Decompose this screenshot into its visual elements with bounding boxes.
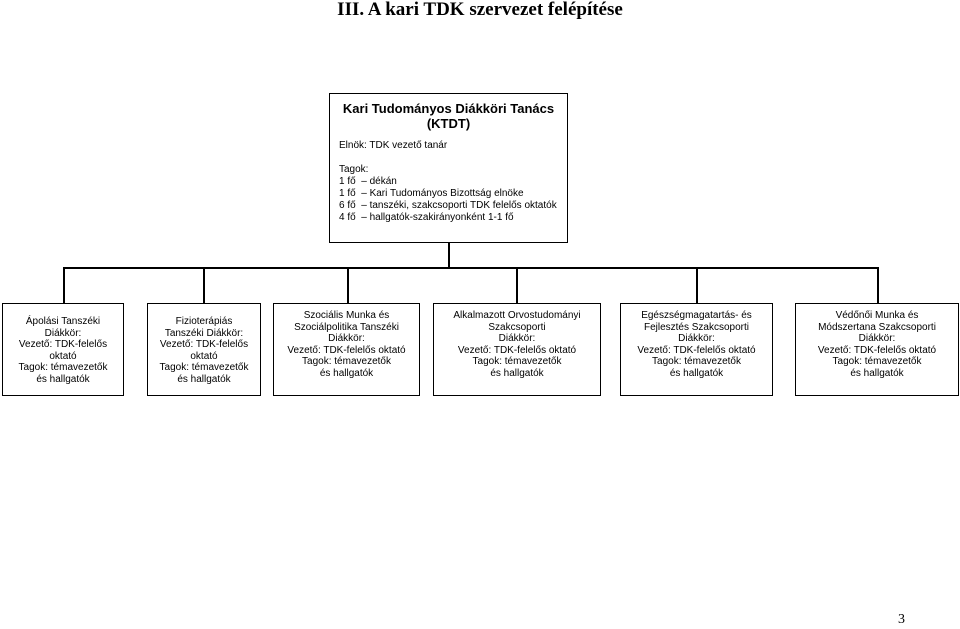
circle-line: Módszertana Szakcsoporti (818, 321, 936, 333)
council-member: 6 fő – tanszéki, szakcsoporti TDK felelős oktatók (339, 200, 557, 211)
circle-line: és hallgatók (36, 373, 90, 385)
circle-box (273, 303, 420, 396)
connector-drop (516, 267, 518, 303)
connector-drop (203, 267, 205, 303)
council-chair: Elnök: TDK vezető tanár (339, 140, 448, 151)
circle-box (433, 303, 601, 396)
circle-line: Diákkör: (678, 333, 715, 344)
circle-box (620, 303, 773, 396)
circle-line: Tagok: témavezetők (302, 356, 391, 367)
circle-line: és hallgatók (669, 367, 724, 379)
circle-line: oktató (49, 350, 77, 362)
connector-drop (63, 267, 65, 303)
circle-box (147, 303, 261, 396)
circle-line: Vezető: TDK-felelős oktató (287, 344, 406, 356)
connector-horizontal (63, 267, 878, 269)
circle-line: Fejlesztés Szakcsoporti (643, 321, 750, 333)
circle-line: Tagok: témavezetők (159, 362, 249, 373)
council-title: Kari Tudományos Diákköri Tanács (342, 101, 555, 116)
connector-drop (877, 267, 879, 303)
circle-box (2, 303, 124, 396)
circle-line: Ápolási Tanszéki (25, 316, 101, 327)
circle-line: Alkalmazott Orvostudományi (453, 310, 581, 321)
circle-line: Védőnői Munka és (835, 310, 919, 321)
council-box (329, 93, 568, 243)
circle-line: és hallgatók (850, 367, 904, 379)
circle-line: Tagok: témavezetők (472, 356, 562, 367)
circle-line: Diákkör: (328, 333, 365, 344)
circle-line: Vezető: TDK-felelős (18, 339, 108, 350)
circle-line: Fizioterápiás (175, 316, 233, 327)
circle-line: és hallgatók (177, 373, 231, 385)
circle-line: oktató (190, 350, 218, 362)
circle-line: Vezető: TDK-felelős oktató (457, 344, 577, 356)
circle-line: Tagok: témavezetők (18, 362, 108, 373)
circle-line: Diákkör: (858, 333, 896, 344)
circle-line: Tagok: témavezetők (832, 356, 922, 367)
connector-drop (347, 267, 349, 303)
council-member: 4 fő – hallgatók-szakirányonként 1-1 fő (339, 212, 514, 223)
circle-line: Diákkör: (498, 333, 536, 344)
connector-drop (696, 267, 698, 303)
council-members-label: Tagok: (339, 164, 369, 175)
page-title: III. A kari TDK szervezet felépítése (337, 0, 623, 20)
council-member: 1 fő – Kari Tudományos Bizottság elnöke (339, 188, 524, 199)
circle-line: Tagok: témavezetők (652, 356, 741, 367)
page-number: 3 (898, 612, 905, 627)
circle-line: Szociálpolitika Tanszéki (294, 321, 399, 333)
circle-line: és hallgatók (490, 367, 544, 379)
circle-line: és hallgatók (319, 367, 374, 379)
connector-trunk (448, 243, 450, 267)
circle-line: Vezető: TDK-felelős oktató (637, 344, 756, 356)
circle-line: Vezető: TDK-felelős (159, 339, 249, 350)
council-abbreviation: (KTDT) (426, 116, 471, 131)
circle-line: Vezető: TDK-felelős oktató (817, 344, 937, 356)
circle-line: Szociális Munka és (303, 310, 390, 321)
circle-line: Diákkör: (44, 327, 82, 339)
circle-line: Egészségmagatartás- és (641, 310, 752, 321)
circle-line: Tanszéki Diákkör: (164, 327, 244, 339)
council-member: 1 fő – dékán (339, 176, 397, 187)
circle-box (795, 303, 959, 396)
circle-line: Szakcsoporti (488, 321, 546, 333)
